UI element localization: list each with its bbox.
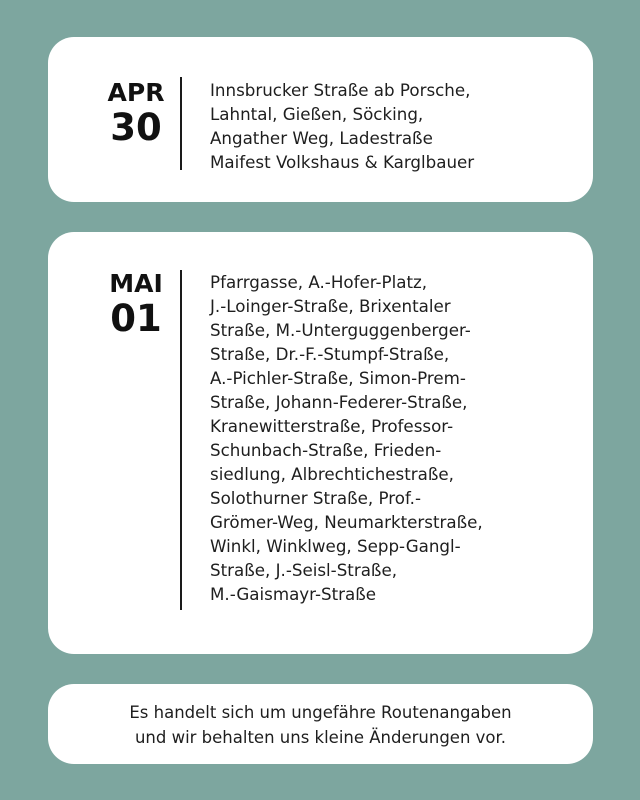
date-block: [68, 79, 204, 149]
date-month: MAI: [109, 269, 163, 298]
disclaimer-text: Es handelt sich um ungefähre Routenangaben und wir behalten uns kleine Änderungen vor.: [129, 703, 512, 747]
schedule-card-mai-01: [48, 232, 593, 654]
date-day: 30: [110, 106, 162, 149]
route-list: Innsbrucker Straße ab Porsche, Lahntal, Gießen, Söcking, Angather Weg, Ladestraße Maifest Volkshaus & Karglbauer: [210, 80, 475, 172]
vertical-divider: [180, 77, 182, 170]
date-block: [68, 270, 204, 340]
disclaimer-card: [48, 684, 593, 764]
route-list: Pfarrgasse, A.-Hofer-Platz, J.-Loinger-Straße, Brixentaler Straße, M.-Unterguggenberger- Straße, Dr.-F.-Stumpf-Straße, A.-Pichler-Straße, Simon-Prem- Straße, Johann-Federer-Straße, Kranewitterstraße, Professor- Schunbach-Straße, Frieden- siedlung, Albrechtichestraße, Solothurner Straße, Prof.- Grömer-Weg, Neumarkterstraße, Winkl, Winklweg, Sepp-Gangl- Straße, J.-Seisl-Straße, M.-Gaismayr-Straße: [210, 272, 483, 604]
date-day: 01: [110, 297, 162, 340]
vertical-divider: [180, 270, 182, 610]
schedule-card-apr-30: [48, 37, 593, 202]
date-month: APR: [107, 78, 165, 107]
